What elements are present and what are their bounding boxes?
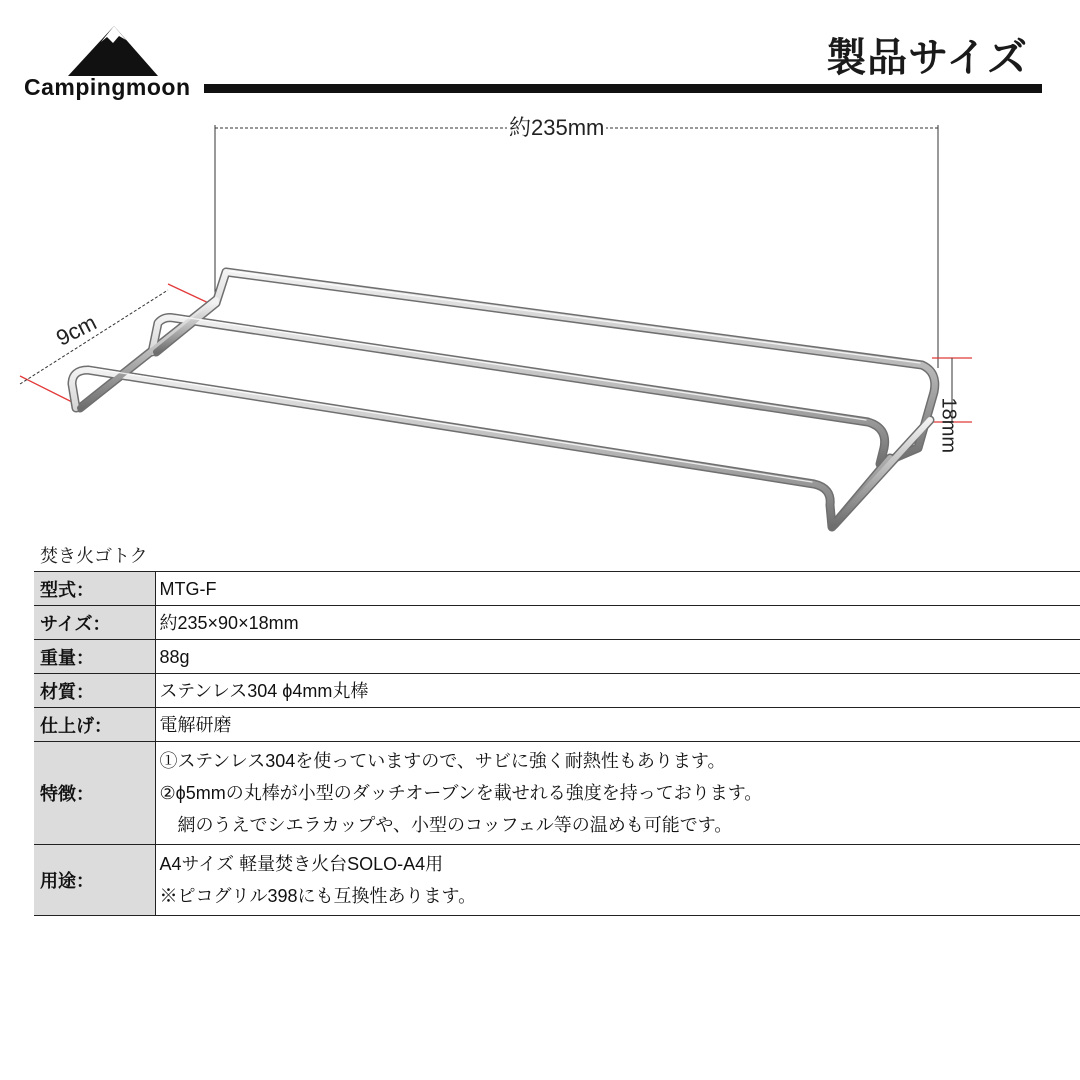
- spec-label: サイズ：: [34, 606, 155, 640]
- spec-value: [155, 742, 1080, 845]
- spec-row-size: [34, 606, 1080, 640]
- spec-value: [155, 640, 1080, 674]
- spec-label: 特徴：: [34, 742, 155, 845]
- depth-label: 9cm: [52, 309, 101, 351]
- spec-row-material: [34, 674, 1080, 708]
- spec-value: [155, 606, 1080, 640]
- spec-row-finish: [34, 708, 1080, 742]
- spec-label: 仕上げ：: [34, 708, 155, 742]
- spec-value-line: ②ϕ5mmの丸棒が小型のダッチオーブンを載せれる強度を持っております。: [159, 783, 763, 803]
- brand-logo: [22, 22, 192, 102]
- spec-value-line: A4サイズ 軽量焚き火台SOLO-A4用: [159, 854, 444, 874]
- spec-value: [155, 674, 1080, 708]
- spec-label: 用途：: [34, 845, 155, 916]
- product-drawing: [0, 100, 1080, 540]
- spec-row-weight: [34, 640, 1080, 674]
- spec-value-line: MTG-F: [159, 578, 217, 599]
- width-label: 約235mm: [507, 111, 606, 142]
- spec-value-line: 電解研磨: [159, 714, 232, 735]
- logo-text: Campingmoon: [24, 74, 191, 100]
- title-divider: [204, 84, 1042, 93]
- spec-value: [155, 572, 1080, 606]
- height-label: 18mm: [937, 397, 960, 454]
- spec-value-line: 網のうえでシエラカップや、小型のコッフェル等の温めも可能です。: [159, 815, 733, 835]
- spec-label: 材質：: [34, 674, 155, 708]
- page-title: 製品サイズ: [826, 35, 1028, 81]
- spec-value-line: ※ピコグリル398にも互換性あります。: [159, 886, 477, 906]
- mountain-logo-icon: [68, 22, 158, 78]
- spec-value-line: 88g: [159, 646, 190, 667]
- spec-value: [155, 845, 1080, 916]
- spec-table: [34, 571, 1080, 916]
- spec-value-line: 約235×90×18mm: [159, 612, 299, 633]
- spec-row-usage: [34, 845, 1080, 916]
- grill-rods: [72, 271, 935, 527]
- spec-row-features: [34, 742, 1080, 845]
- spec-value-line: ①ステンレス304を使っていますので、サビに強く耐熱性もあります。: [159, 751, 726, 771]
- width-dimension: [215, 125, 938, 368]
- product-name-caption: 焚き火ゴトク: [40, 546, 148, 567]
- spec-value: [155, 708, 1080, 742]
- spec-label: 重量：: [34, 640, 155, 674]
- spec-row-model: [34, 572, 1080, 606]
- spec-value-line: ステンレス304 ϕ4mm丸棒: [159, 680, 369, 701]
- spec-label: 型式：: [34, 572, 155, 606]
